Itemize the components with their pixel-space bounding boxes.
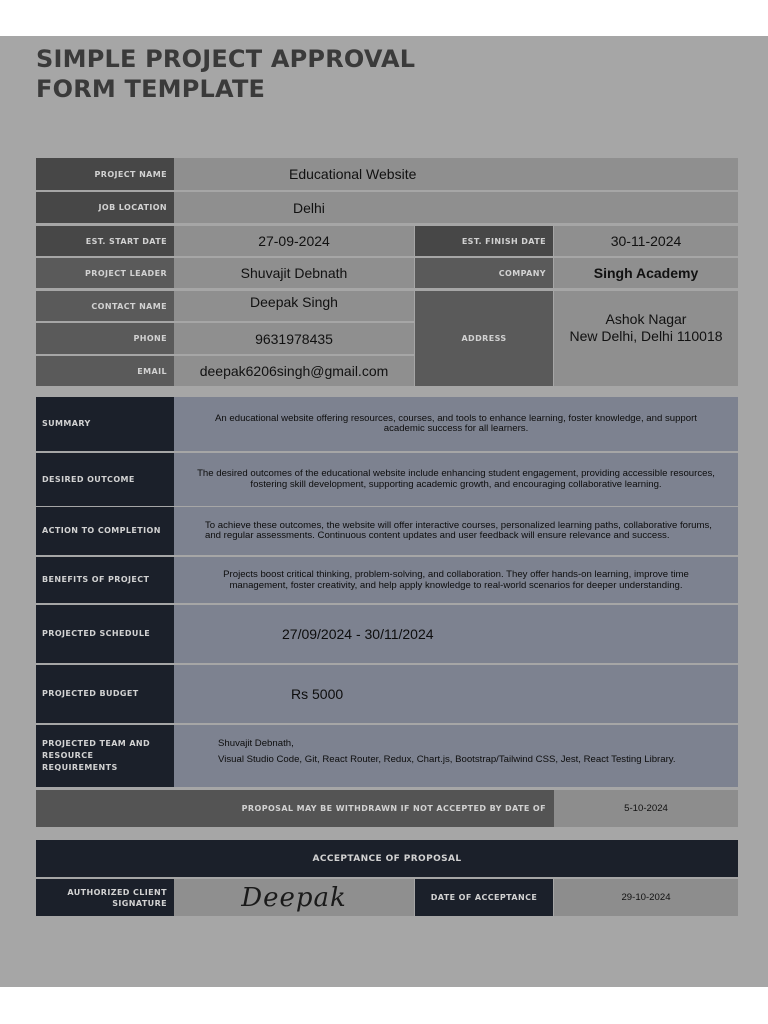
contact-name-value[interactable]: Deepak Singh	[174, 291, 414, 321]
address-value[interactable]	[554, 291, 738, 386]
withdraw-label: PROPOSAL MAY BE WITHDRAWN IF NOT ACCEPTED BY DATE OF	[36, 790, 554, 827]
budget-value[interactable]: Rs 5000	[174, 665, 738, 723]
form-title-line1: SIMPLE PROJECT APPROVAL	[36, 45, 416, 73]
schedule-value[interactable]: 27/09/2024 - 30/11/2024	[174, 605, 738, 663]
signature-label: AUTHORIZED CLIENT SIGNATURE	[36, 879, 174, 916]
date-of-acceptance-label: DATE OF ACCEPTANCE	[415, 879, 553, 916]
project-name-value[interactable]: Educational Website	[174, 158, 738, 190]
contact-name-label: CONTACT NAME	[36, 291, 174, 321]
phone-value[interactable]: 9631978435	[174, 323, 414, 354]
project-leader-label: PROJECT LEADER	[36, 258, 174, 288]
form-title	[36, 44, 415, 104]
acceptance-header: ACCEPTANCE OF PROPOSAL	[36, 840, 738, 877]
action-label: ACTION TO COMPLETION	[36, 507, 174, 555]
finish-date-value[interactable]: 30-11-2024	[554, 226, 738, 256]
project-leader-value[interactable]: Shuvajit Debnath	[174, 258, 414, 288]
team-value[interactable]	[174, 725, 738, 787]
team-label: PROJECTED TEAM AND RESOURCE REQUIREMENTS	[36, 725, 174, 787]
benefits-label: BENEFITS OF PROJECT	[36, 557, 174, 603]
team-line2: Visual Studio Code, Git, React Router, Redux, Chart.js, Bootstrap/Tailwind CSS, Jest, React Testing Library.	[218, 753, 676, 765]
company-label: COMPANY	[415, 258, 553, 288]
company-value[interactable]: Singh Academy	[554, 258, 738, 288]
desired-outcome-label: DESIRED OUTCOME	[36, 453, 174, 506]
withdraw-date-value[interactable]: 5-10-2024	[554, 790, 738, 827]
phone-label: PHONE	[36, 323, 174, 354]
address-line1: Ashok Nagar	[605, 311, 687, 327]
desired-outcome-value[interactable]: The desired outcomes of the educational website include enhancing student engagement, providing accessible resources, fostering skill development, supporting academic growth, and encouraging collaborative learning.	[174, 453, 738, 506]
address-label: ADDRESS	[415, 291, 553, 386]
budget-label: PROJECTED BUDGET	[36, 665, 174, 723]
start-date-label: EST. START DATE	[36, 226, 174, 256]
benefits-value[interactable]: Projects boost critical thinking, problem-solving, and collaboration. They offer hands-on learning, improve time management, foster creativity, and help apply knowledge to real-world scenarios for deeper understanding.	[174, 557, 738, 603]
summary-value[interactable]: An educational website offering resources, courses, and tools to enhance learning, foster knowledge, and support academic success for all learners.	[174, 397, 738, 451]
email-label: EMAIL	[36, 356, 174, 386]
date-of-acceptance-value[interactable]: 29-10-2024	[554, 879, 738, 916]
action-value[interactable]: To achieve these outcomes, the website will offer interactive courses, personalized learning paths, collaborative forums, and regular assessments. Continuous content updates and user feedback will ensure relevance and success.	[174, 507, 738, 555]
finish-date-label: EST. FINISH DATE	[415, 226, 553, 256]
job-location-value[interactable]: Delhi	[174, 192, 738, 223]
project-name-label: PROJECT NAME	[36, 158, 174, 190]
job-location-label: JOB LOCATION	[36, 192, 174, 223]
schedule-label: PROJECTED SCHEDULE	[36, 605, 174, 663]
start-date-value[interactable]: 27-09-2024	[174, 226, 414, 256]
summary-label: SUMMARY	[36, 397, 174, 451]
form-title-line2: FORM TEMPLATE	[36, 75, 266, 103]
team-line1: Shuvajit Debnath,	[218, 738, 294, 749]
email-value[interactable]: deepak6206singh@gmail.com	[174, 356, 414, 386]
address-line2: New Delhi, Delhi 110018	[569, 328, 723, 344]
client-signature[interactable]: Deepak	[174, 879, 414, 916]
